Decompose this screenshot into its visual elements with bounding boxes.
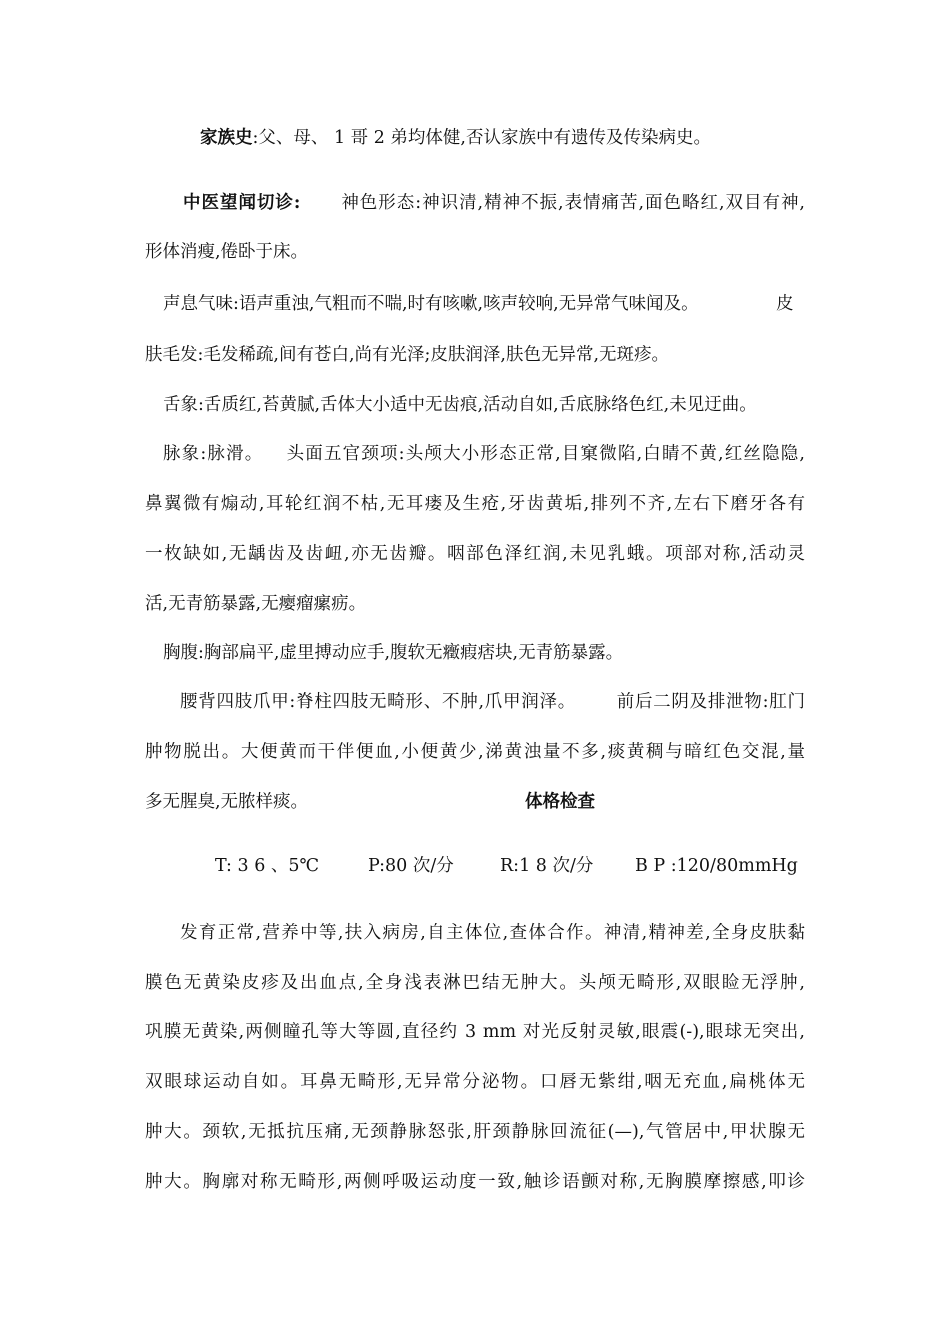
tcm-pifu-start: 皮	[776, 294, 794, 314]
tcm-heading: 中医望闻切诊:	[183, 193, 301, 213]
tcm-line-10: 胸腹:胸部扁平,虚里搏动应手,腹软无癥瘕痞块,无青筋暴露。	[163, 643, 624, 663]
tcm-line-12: 肿物脱出。大便黄而干伴便血,小便黄少,涕黄浊量不多,痰黄稠与暗红色交混,量	[145, 742, 805, 762]
vital-blood-pressure: B P :120/80mmHg	[635, 856, 798, 876]
exam-line-1: 发育正常,营养中等,扶入病房,自主体位,查体合作。神清,精神差,全身皮肤黏	[180, 923, 805, 943]
exam-line-6: 肿大。胸廓对称无畸形,两侧呼吸运动度一致,触诊语颤对称,无胸膜摩擦感,叩诊	[145, 1172, 805, 1192]
physical-exam-heading: 体格检查	[525, 792, 595, 812]
exam-line-3: 巩膜无黄染,两侧瞳孔等大等圆,直径约 3 mm 对光反射灵敏,眼震(-),眼球无突出,	[145, 1022, 805, 1042]
tcm-line-11	[180, 690, 805, 714]
tcm-line-6	[163, 442, 805, 466]
vital-respiration: R:1 8 次/分	[500, 856, 594, 876]
tcm-toumian: 头面五官颈项:头颅大小形态正常,目窠微陷,白睛不黄,红丝隐隐,	[285, 444, 805, 464]
tcm-line-8: 一枚缺如,无龋齿及齿衄,亦无齿瓣。咽部色泽红润,未见乳蛾。项部对称,活动灵	[145, 544, 805, 564]
exam-line-4: 双眼球运动自如。耳鼻无畸形,无异常分泌物。口唇无紫绀,咽无充血,扁桃体无	[145, 1072, 805, 1092]
tcm-yaobei: 腰背四肢爪甲:脊柱四肢无畸形、不肿,爪甲润泽。	[180, 692, 576, 712]
tcm-shense: 神色形态:神识清,精神不振,表情痛苦,面色略红,双目有神,	[340, 193, 805, 213]
tcm-maixiang: 脉象:脉滑。	[163, 444, 264, 464]
family-history-label: 家族史	[200, 128, 253, 148]
tcm-shengxi: 声息气味:语声重浊,气粗而不喘,时有咳嗽,咳声较响,无异常气味闻及。	[163, 294, 699, 314]
tcm-line-1	[183, 191, 805, 215]
tcm-qianhou: 前后二阴及排泄物:肛门	[615, 692, 805, 712]
family-history-line	[200, 126, 860, 150]
exam-line-5: 肿大。颈软,无抵抗压痛,无颈静脉怒张,肝颈静脉回流征(—),气管居中,甲状腺无	[145, 1122, 805, 1142]
tcm-line-3	[163, 292, 805, 316]
tcm-line-13: 多无腥臭,无脓样痰。	[145, 792, 309, 812]
tcm-line-4: 肤毛发:毛发稀疏,间有苍白,尚有光泽;皮肤润泽,肤色无异常,无斑疹。	[145, 345, 670, 365]
vital-pulse: P:80 次/分	[368, 856, 454, 876]
tcm-line-9: 活,无青筋暴露,无瘿瘤瘰疬。	[145, 594, 367, 614]
tcm-line-5: 舌象:舌质红,苔黄腻,舌体大小适中无齿痕,活动自如,舌底脉络色红,未见迂曲。	[163, 395, 757, 415]
vital-temperature: T: 3 6 、5℃	[215, 856, 320, 876]
exam-line-2: 膜色无黄染皮疹及出血点,全身浅表淋巴结无肿大。头颅无畸形,双眼睑无浮肿,	[145, 973, 805, 993]
family-history-text: :父、母、 1 哥 2 弟均体健,否认家族中有遗传及传染病史。	[252, 128, 711, 148]
tcm-line-7: 鼻翼微有煽动,耳轮红润不枯,无耳瘘及生疮,牙齿黄垢,排列不齐,左右下磨牙各有	[145, 494, 805, 514]
tcm-line-2: 形体消瘦,倦卧于床。	[145, 242, 309, 262]
